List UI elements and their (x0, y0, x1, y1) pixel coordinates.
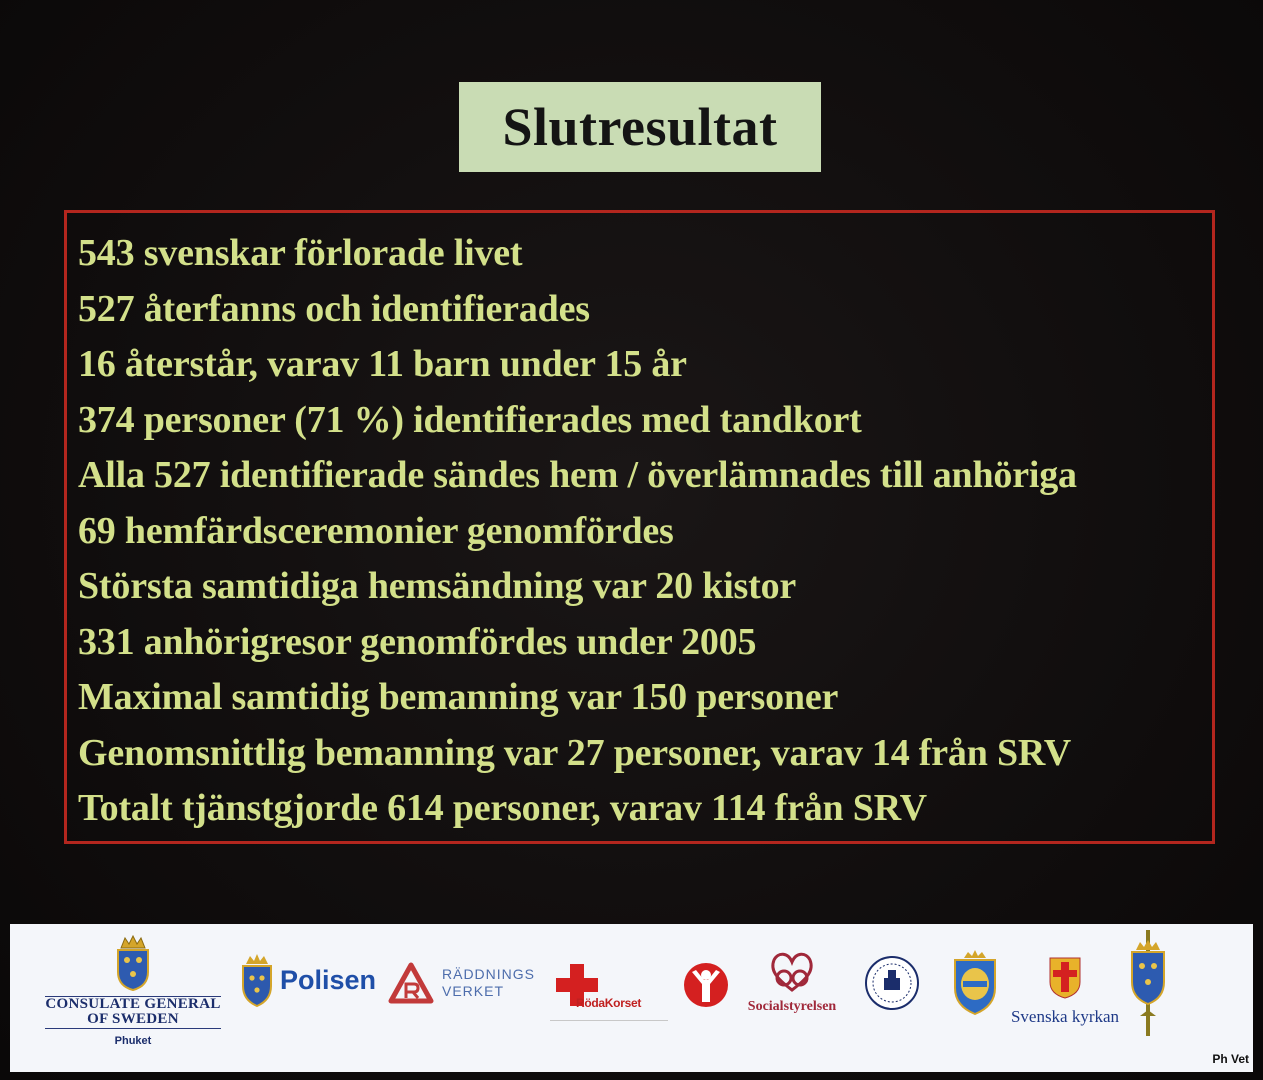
result-item: 374 personer (71 %) identifierades med tandkort (78, 398, 862, 441)
raddningsverket-line1: RÄDDNINGS (442, 966, 536, 982)
swedish-crest-icon (113, 934, 153, 992)
roda-korset-name: RödaKorset (576, 996, 642, 1010)
result-item: 69 hemfärdsceremonier genomfördes (78, 509, 674, 552)
raddningsverket-logo (388, 962, 535, 1004)
result-item: Genomsnittlig bemanning var 27 personer, varav 14 från SRV (78, 731, 1072, 774)
consulate-logo (44, 934, 222, 1054)
church-cross-shield-icon (1048, 956, 1082, 1000)
blue-shield-icon (950, 948, 1000, 1016)
svenska-kyrkan-name: Svenska kyrkan (1010, 1007, 1120, 1026)
crown-sword-shield-icon (1128, 930, 1168, 1040)
result-item: Största samtidiga hemsändning var 20 kistor (78, 565, 797, 607)
polisen-name: Polisen (280, 964, 377, 995)
socialstyrelsen-heart-icon (766, 948, 818, 994)
consulate-name-line1: CONSULATE GENERAL (45, 996, 221, 1012)
armed-forces-logo (1128, 930, 1168, 1045)
radda-barnen-logo (682, 960, 730, 1015)
round-seal-icon (864, 952, 920, 1014)
consulate-divider (45, 1028, 221, 1029)
round-seal-logo (864, 952, 920, 1019)
logo-bar (10, 924, 1253, 1072)
result-item: Alla 527 identifierade sändes hem / överlämnades till anhöriga (78, 454, 1077, 496)
roda-korset-logo (550, 960, 668, 1021)
police-badge-icon (240, 952, 274, 1008)
shield-emblem-logo (950, 948, 1000, 1021)
socialstyrelsen-name: Socialstyrelsen (747, 999, 837, 1014)
polisen-logo (240, 950, 376, 1010)
svenska-kyrkan-logo (1006, 956, 1124, 1027)
title-box (459, 82, 821, 172)
child-figure-icon (682, 960, 730, 1010)
consulate-name-line2: OF SWEDEN (87, 1011, 179, 1027)
raddningsverket-line2: VERKET (442, 983, 505, 999)
result-item: 16 återstår, varav 11 barn under 15 år (78, 343, 687, 385)
consulate-location: Phuket (114, 1035, 152, 1047)
result-item: Totalt tjänstgjorde 614 personer, varav 114 från SRV (78, 787, 927, 829)
raddningsverket-emblem-icon (388, 962, 434, 1004)
result-item: 527 återfanns och identifierades (78, 287, 590, 330)
slide-title: Slutresultat (502, 97, 778, 157)
result-item: 331 anhörigresor genomfördes under 2005 (78, 620, 757, 663)
raddningsverket-name (442, 966, 535, 1000)
result-item: 543 svenskar förlorade livet (78, 232, 523, 274)
photo-credit: Ph Vet (1212, 1052, 1249, 1066)
socialstyrelsen-logo (742, 948, 842, 1015)
results-list (78, 226, 1077, 837)
result-item: Maximal samtidig bemanning var 150 personer (78, 676, 839, 718)
